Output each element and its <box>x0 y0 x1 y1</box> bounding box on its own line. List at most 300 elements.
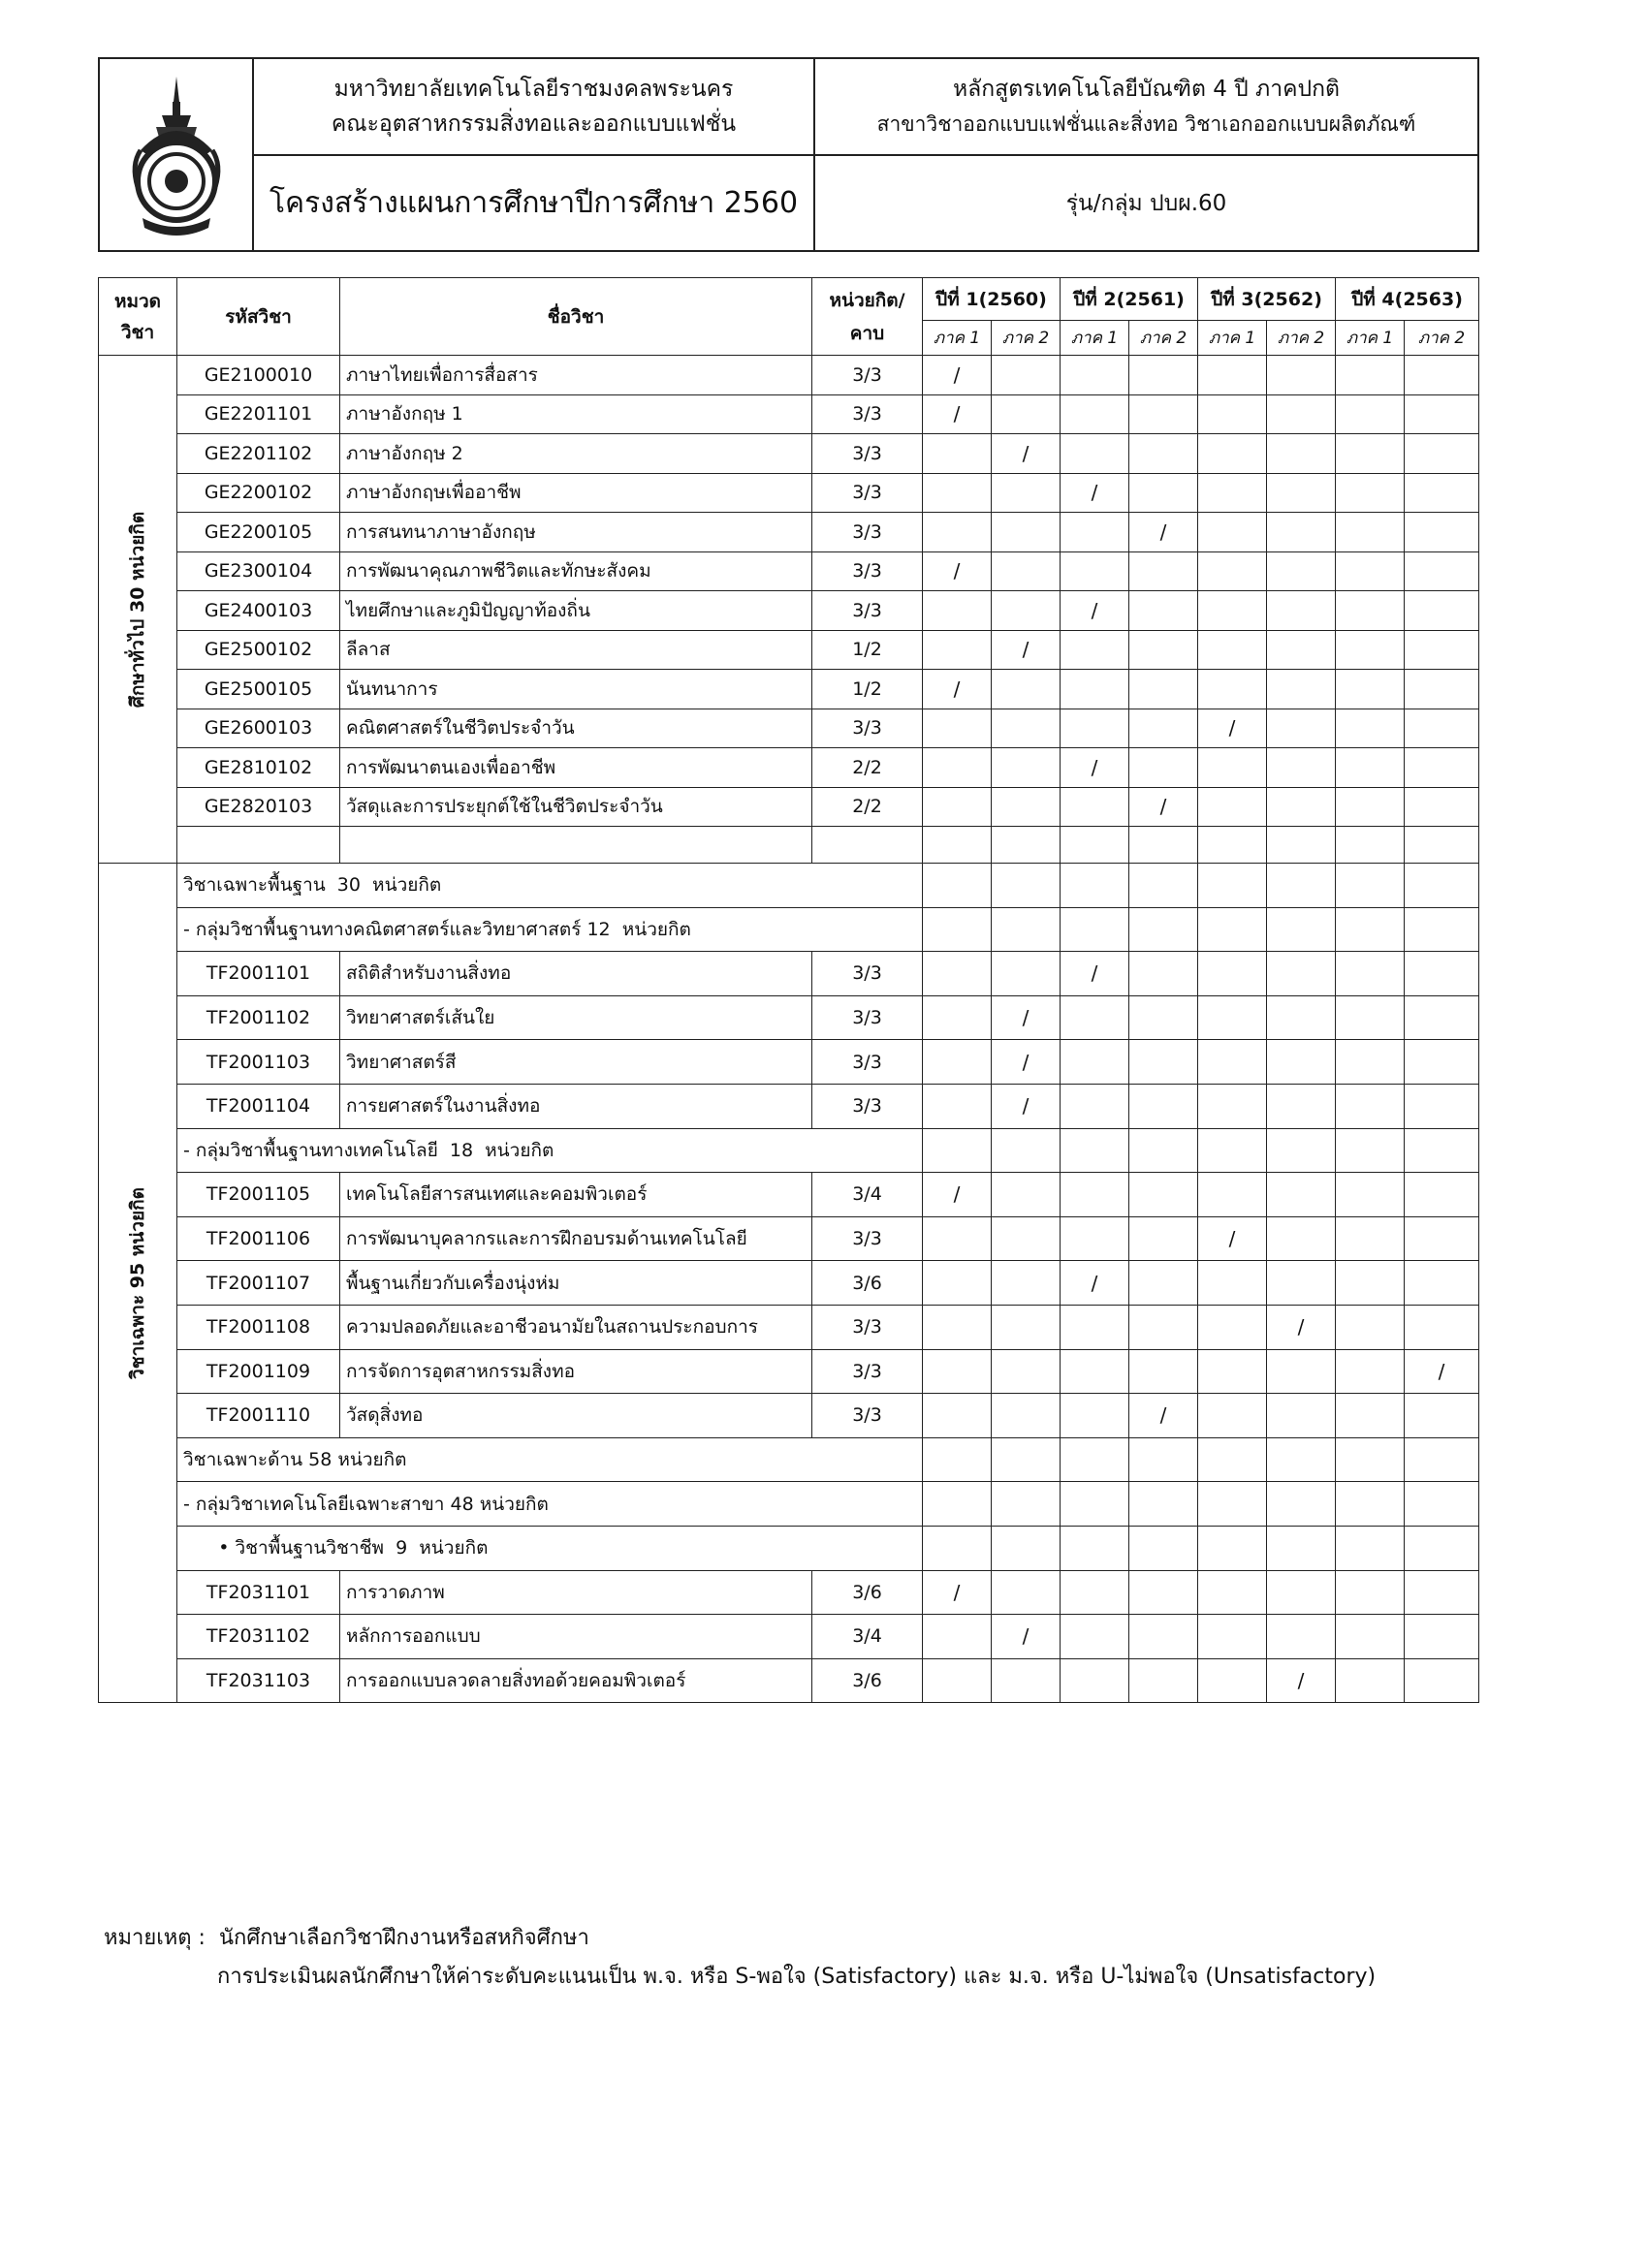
course-credits: 3/3 <box>812 551 923 591</box>
course-credits: 3/3 <box>812 473 923 513</box>
semester-cell <box>1405 1216 1479 1261</box>
semester-cell <box>1267 1084 1336 1128</box>
semester-cell <box>1061 1305 1129 1349</box>
course-name: พื้นฐานเกี่ยวกับเครื่องนุ่งห่ม <box>340 1261 812 1306</box>
semester-cell <box>1267 551 1336 591</box>
semester-cell <box>1198 748 1267 788</box>
semester-cell <box>1129 591 1198 631</box>
check-mark: / <box>1061 473 1129 513</box>
semester-cell <box>1061 434 1129 474</box>
semester-cell <box>1267 473 1336 513</box>
semester-cell <box>1336 670 1405 709</box>
check-mark: / <box>992 995 1061 1040</box>
table-row <box>99 394 1479 434</box>
course-name: สถิติสำหรับงานสิ่งทอ <box>340 952 812 996</box>
semester-cell <box>1198 356 1267 395</box>
semester-cell <box>1336 630 1405 670</box>
check-mark: / <box>923 670 992 709</box>
table-row <box>99 1615 1479 1659</box>
table-header-row <box>99 278 1479 321</box>
check-mark: / <box>923 551 992 591</box>
table-row <box>99 1570 1479 1615</box>
semester-cell <box>1267 1570 1336 1615</box>
semester-cell <box>992 1570 1061 1615</box>
semester-cell <box>1198 1658 1267 1703</box>
semester-cell <box>1336 1570 1405 1615</box>
semester-cell <box>923 1526 992 1570</box>
notes <box>104 1919 1376 1997</box>
semester-cell <box>1267 1173 1336 1217</box>
course-credits: 3/3 <box>812 1305 923 1349</box>
empty-cell <box>923 827 992 864</box>
course-credits: 3/3 <box>812 709 923 748</box>
semester-cell <box>1336 907 1405 952</box>
check-mark: / <box>923 356 992 395</box>
semester-cell <box>1267 394 1336 434</box>
semester-cell <box>1061 1526 1129 1570</box>
semester-cell <box>1267 1128 1336 1173</box>
semester-cell <box>923 1658 992 1703</box>
semester-cell <box>1267 907 1336 952</box>
semester-cell <box>992 473 1061 513</box>
semester-cell <box>992 1482 1061 1527</box>
table-row <box>99 1658 1479 1703</box>
semester-cell <box>1267 709 1336 748</box>
semester-cell <box>992 1261 1061 1306</box>
semester-cell <box>1267 952 1336 996</box>
course-name: การสนทนาภาษาอังกฤษ <box>340 513 812 552</box>
category-specific-cell <box>99 864 177 1703</box>
semester-cell <box>923 1040 992 1085</box>
course-code: GE2300104 <box>177 551 340 591</box>
plan-title: โครงสร้างแผนการศึกษาปีการศึกษา 2560 <box>269 185 799 220</box>
semester-cell <box>1061 1349 1129 1394</box>
check-mark: / <box>992 630 1061 670</box>
semester-cell <box>1405 1526 1479 1570</box>
cohort-label: รุ่น/กลุ่ม ปบผ.60 <box>1065 190 1227 216</box>
course-code: GE2500102 <box>177 630 340 670</box>
course-name: การวาดภาพ <box>340 1570 812 1615</box>
table-row <box>99 1394 1479 1438</box>
course-credits: 2/2 <box>812 748 923 788</box>
semester-cell <box>1267 1394 1336 1438</box>
course-name: ภาษาอังกฤษ 1 <box>340 394 812 434</box>
semester-cell <box>1198 1615 1267 1659</box>
course-credits: 3/3 <box>812 1040 923 1085</box>
section-row <box>99 1437 1479 1482</box>
semester-cell <box>1061 1482 1129 1527</box>
course-credits: 2/2 <box>812 787 923 827</box>
semester-cell <box>1129 1216 1198 1261</box>
major-name: สาขาวิชาออกแบบแฟชั่นและสิ่งทอ วิชาเอกออกแบบผลิตภัณฑ์ <box>876 112 1416 136</box>
semester-cell <box>992 787 1061 827</box>
table-row <box>99 1040 1479 1085</box>
course-code: GE2201101 <box>177 394 340 434</box>
semester-cell <box>1336 1040 1405 1085</box>
table-row <box>99 434 1479 474</box>
check-mark: / <box>1061 1261 1129 1306</box>
semester-cell <box>1061 551 1129 591</box>
empty-cell <box>340 827 812 864</box>
semester-cell <box>1129 1570 1198 1615</box>
semester-cell <box>1198 1570 1267 1615</box>
table-row <box>99 995 1479 1040</box>
semester-cell <box>1061 1173 1129 1217</box>
semester-cell <box>1198 473 1267 513</box>
header-left <box>254 59 815 250</box>
course-code: GE2600103 <box>177 709 340 748</box>
semester-cell <box>1129 864 1198 908</box>
check-mark: / <box>1061 591 1129 631</box>
semester-cell <box>1336 1482 1405 1527</box>
semester-cell <box>1267 630 1336 670</box>
empty-cell <box>177 827 340 864</box>
semester-cell <box>923 748 992 788</box>
semester-cell <box>1336 995 1405 1040</box>
course-name: ภาษาไทยเพื่อการสื่อสาร <box>340 356 812 395</box>
course-code: GE2400103 <box>177 591 340 631</box>
semester-cell <box>923 1305 992 1349</box>
empty-cell <box>1267 827 1336 864</box>
semester-cell <box>1061 1615 1129 1659</box>
semester-cell <box>1405 1128 1479 1173</box>
semester-cell <box>1198 1437 1267 1482</box>
semester-cell <box>992 709 1061 748</box>
semester-cell <box>1198 630 1267 670</box>
semester-cell <box>1061 907 1129 952</box>
semester-cell <box>1336 394 1405 434</box>
section-heading: วิชาเฉพาะด้าน 58 หน่วยกิต <box>177 1437 923 1482</box>
semester-cell <box>923 864 992 908</box>
university-seal-icon <box>123 73 230 237</box>
table-row <box>99 591 1479 631</box>
semester-cell <box>1405 907 1479 952</box>
course-code: TF2001104 <box>177 1084 340 1128</box>
semester-cell <box>1198 591 1267 631</box>
notes-line-1: นักศึกษาเลือกวิชาฝึกงานหรือสหกิจศึกษา <box>218 1926 589 1950</box>
semester-cell <box>1198 1305 1267 1349</box>
semester-cell <box>1336 1658 1405 1703</box>
semester-cell <box>1336 1526 1405 1570</box>
check-mark: / <box>1198 709 1267 748</box>
semester-cell <box>992 1305 1061 1349</box>
semester-cell <box>1336 434 1405 474</box>
course-name: การจัดการอุตสาหกรรมสิ่งทอ <box>340 1349 812 1394</box>
semester-cell <box>1198 1173 1267 1217</box>
semester-cell <box>1267 434 1336 474</box>
semester-cell <box>1198 1526 1267 1570</box>
semester-cell <box>1061 709 1129 748</box>
course-credits: 3/4 <box>812 1615 923 1659</box>
check-mark: / <box>1267 1305 1336 1349</box>
semester-cell <box>923 952 992 996</box>
semester-cell <box>1129 394 1198 434</box>
check-mark: / <box>1198 1216 1267 1261</box>
semester-cell <box>1061 864 1129 908</box>
semester-cell <box>1336 1615 1405 1659</box>
semester-cell <box>992 1216 1061 1261</box>
semester-cell <box>923 787 992 827</box>
semester-cell <box>1405 551 1479 591</box>
semester-cell <box>1061 995 1129 1040</box>
semester-cell <box>923 1261 992 1306</box>
table-row <box>99 1349 1479 1394</box>
semester-cell <box>1129 1437 1198 1482</box>
credits-header: หน่วยกิต/คาบ <box>812 278 923 356</box>
semester-cell <box>1198 995 1267 1040</box>
course-name: วิทยาศาสตร์เส้นใย <box>340 995 812 1040</box>
course-credits: 3/6 <box>812 1570 923 1615</box>
course-name: การพัฒนาตนเองเพื่ออาชีพ <box>340 748 812 788</box>
semester-cell <box>1405 1570 1479 1615</box>
course-credits: 3/3 <box>812 434 923 474</box>
semester-cell <box>992 864 1061 908</box>
semester-cell <box>1198 551 1267 591</box>
semester-cell <box>1198 513 1267 552</box>
table-row <box>99 1261 1479 1306</box>
semester-header: ภาค 1 <box>1336 321 1405 356</box>
semester-cell <box>1129 1128 1198 1173</box>
semester-cell <box>1061 356 1129 395</box>
check-mark: / <box>992 1615 1061 1659</box>
semester-cell <box>1129 1615 1198 1659</box>
table-row <box>99 356 1479 395</box>
table-row <box>99 551 1479 591</box>
semester-cell <box>992 670 1061 709</box>
check-mark: / <box>1061 952 1129 996</box>
semester-cell <box>1129 551 1198 591</box>
semester-cell <box>1061 1437 1129 1482</box>
semester-cell <box>923 630 992 670</box>
semester-cell <box>1336 787 1405 827</box>
course-name: การยศาสตร์ในงานสิ่งทอ <box>340 1084 812 1128</box>
check-mark: / <box>1405 1349 1479 1394</box>
semester-cell <box>992 1437 1061 1482</box>
table-row <box>99 1084 1479 1128</box>
semester-cell <box>1336 1394 1405 1438</box>
semester-cell <box>1129 1526 1198 1570</box>
year-4-header: ปีที่ 4(2563) <box>1336 278 1479 321</box>
empty-cell <box>1129 827 1198 864</box>
year-2-header: ปีที่ 2(2561) <box>1061 278 1198 321</box>
semester-cell <box>923 1349 992 1394</box>
semester-cell <box>923 591 992 631</box>
course-name: การพัฒนาคุณภาพชีวิตและทักษะสังคม <box>340 551 812 591</box>
table-row <box>99 513 1479 552</box>
empty-cell <box>1198 827 1267 864</box>
year-3-header: ปีที่ 3(2562) <box>1198 278 1336 321</box>
semester-cell <box>992 1173 1061 1217</box>
semester-cell <box>1405 1658 1479 1703</box>
semester-cell <box>1129 907 1198 952</box>
semester-cell <box>1267 513 1336 552</box>
category-general-label: ศึกษาทั่วไป 30 หน่วยกิต <box>127 511 148 708</box>
semester-cell <box>1198 1482 1267 1527</box>
table-row <box>99 748 1479 788</box>
semester-cell <box>1198 394 1267 434</box>
semester-cell <box>1405 952 1479 996</box>
course-code: TF2001103 <box>177 1040 340 1085</box>
header-right <box>815 59 1477 250</box>
section-row <box>99 864 1479 908</box>
semester-cell <box>992 394 1061 434</box>
semester-cell <box>1405 1437 1479 1482</box>
notes-line-2: การประเมินผลนักศึกษาให้ค่าระดับคะแนนเป็น พ.จ. หรือ S-พอใจ (Satisfactory) และ ม.จ. หรือ U-ไม่พอใจ (Unsatisfactory) <box>217 1965 1377 1989</box>
course-credits: 3/3 <box>812 1084 923 1128</box>
semester-cell <box>1336 1173 1405 1217</box>
semester-cell <box>992 551 1061 591</box>
check-mark: / <box>1061 748 1129 788</box>
semester-cell <box>1267 1261 1336 1306</box>
semester-cell <box>1129 473 1198 513</box>
empty-cell <box>1405 827 1479 864</box>
program-name: หลักสูตรเทคโนโลยีบัณฑิต 4 ปี ภาคปกติ <box>953 77 1340 102</box>
semester-cell <box>1129 1482 1198 1527</box>
course-name: วิทยาศาสตร์สี <box>340 1040 812 1085</box>
check-mark: / <box>1129 787 1198 827</box>
check-mark: / <box>1129 513 1198 552</box>
semester-cell <box>1129 1305 1198 1349</box>
semester-cell <box>1129 748 1198 788</box>
course-credits: 3/3 <box>812 952 923 996</box>
course-name: หลักการออกแบบ <box>340 1615 812 1659</box>
semester-cell <box>1267 1615 1336 1659</box>
category-general-cell <box>99 356 177 864</box>
course-code: TF2001102 <box>177 995 340 1040</box>
semester-cell <box>923 434 992 474</box>
semester-cell <box>1129 1658 1198 1703</box>
course-name: ภาษาอังกฤษ 2 <box>340 434 812 474</box>
section-row <box>99 907 1479 952</box>
course-name: เทคโนโลยีสารสนเทศและคอมพิวเตอร์ <box>340 1173 812 1217</box>
semester-cell <box>1405 1615 1479 1659</box>
semester-cell <box>1267 1216 1336 1261</box>
semester-cell <box>992 748 1061 788</box>
section-row <box>99 1526 1479 1570</box>
semester-cell <box>1198 1040 1267 1085</box>
semester-cell <box>1129 995 1198 1040</box>
semester-cell <box>1405 709 1479 748</box>
check-mark: / <box>923 1570 992 1615</box>
semester-cell <box>992 356 1061 395</box>
semester-cell <box>923 1128 992 1173</box>
semester-cell <box>1061 787 1129 827</box>
course-name: วัสดุและการประยุกต์ใช้ในชีวิตประจำวัน <box>340 787 812 827</box>
check-mark: / <box>992 1084 1061 1128</box>
semester-cell <box>1129 434 1198 474</box>
semester-cell <box>1405 356 1479 395</box>
semester-cell <box>1267 1349 1336 1394</box>
semester-cell <box>1061 1394 1129 1438</box>
section-row <box>99 1482 1479 1527</box>
semester-cell <box>992 952 1061 996</box>
semester-cell <box>1198 1349 1267 1394</box>
semester-cell <box>923 513 992 552</box>
semester-cell <box>1405 995 1479 1040</box>
course-code: GE2201102 <box>177 434 340 474</box>
course-credits: 1/2 <box>812 670 923 709</box>
semester-cell <box>923 1394 992 1438</box>
semester-cell <box>1061 1040 1129 1085</box>
semester-cell <box>1405 1261 1479 1306</box>
semester-cell <box>1336 1216 1405 1261</box>
semester-cell <box>1061 513 1129 552</box>
year-1-header: ปีที่ 1(2560) <box>923 278 1061 321</box>
semester-cell <box>1198 670 1267 709</box>
semester-cell <box>1405 1482 1479 1527</box>
semester-cell <box>1336 1305 1405 1349</box>
semester-header: ภาค 2 <box>1267 321 1336 356</box>
semester-cell <box>992 907 1061 952</box>
faculty-name: คณะอุตสาหกรรมสิ่งทอและออกแบบแฟชั่น <box>331 111 737 137</box>
semester-cell <box>1405 787 1479 827</box>
course-credits: 3/3 <box>812 591 923 631</box>
check-mark: / <box>992 1040 1061 1085</box>
semester-cell <box>1405 630 1479 670</box>
semester-cell <box>1336 709 1405 748</box>
semester-cell <box>1061 1658 1129 1703</box>
semester-cell <box>923 995 992 1040</box>
semester-cell <box>923 1084 992 1128</box>
course-credits: 3/3 <box>812 513 923 552</box>
semester-cell <box>923 1437 992 1482</box>
semester-cell <box>1267 1482 1336 1527</box>
section-heading: - กลุ่มวิชาพื้นฐานทางคณิตศาสตร์และวิทยาศาสตร์ 12 หน่วยกิต <box>177 907 923 952</box>
semester-cell <box>1267 748 1336 788</box>
semester-cell <box>923 1216 992 1261</box>
semester-cell <box>1336 591 1405 631</box>
semester-cell <box>1267 995 1336 1040</box>
semester-cell <box>1198 1261 1267 1306</box>
semester-cell <box>1129 1173 1198 1217</box>
section-heading: - กลุ่มวิชาพื้นฐานทางเทคโนโลยี 18 หน่วยกิต <box>177 1128 923 1173</box>
course-credits: 3/3 <box>812 1394 923 1438</box>
code-header: รหัสวิชา <box>177 278 340 356</box>
semester-header: ภาค 1 <box>1198 321 1267 356</box>
table-row <box>99 473 1479 513</box>
course-code: GE2500105 <box>177 670 340 709</box>
document-header <box>98 57 1479 252</box>
semester-cell <box>1267 1437 1336 1482</box>
semester-cell <box>1267 787 1336 827</box>
table-row <box>99 630 1479 670</box>
semester-cell <box>1336 1261 1405 1306</box>
semester-cell <box>1336 748 1405 788</box>
study-plan-table <box>98 277 1479 1703</box>
course-name: วัสดุสิ่งทอ <box>340 1394 812 1438</box>
check-mark: / <box>992 434 1061 474</box>
course-code: GE2810102 <box>177 748 340 788</box>
section-row <box>99 1128 1479 1173</box>
semester-cell <box>1336 1084 1405 1128</box>
semester-cell <box>923 709 992 748</box>
course-code: TF2001107 <box>177 1261 340 1306</box>
semester-cell <box>1336 551 1405 591</box>
semester-header: ภาค 2 <box>1405 321 1479 356</box>
course-credits: 3/6 <box>812 1658 923 1703</box>
semester-cell <box>1405 748 1479 788</box>
course-credits: 1/2 <box>812 630 923 670</box>
course-name: นันทนาการ <box>340 670 812 709</box>
semester-cell <box>1061 1128 1129 1173</box>
semester-cell <box>1267 1526 1336 1570</box>
semester-cell <box>1336 1349 1405 1394</box>
course-name: การพัฒนาบุคลากรและการฝึกอบรมด้านเทคโนโลยี <box>340 1216 812 1261</box>
course-credits: 3/3 <box>812 356 923 395</box>
semester-cell <box>1061 1570 1129 1615</box>
semester-cell <box>923 473 992 513</box>
check-mark: / <box>1267 1658 1336 1703</box>
